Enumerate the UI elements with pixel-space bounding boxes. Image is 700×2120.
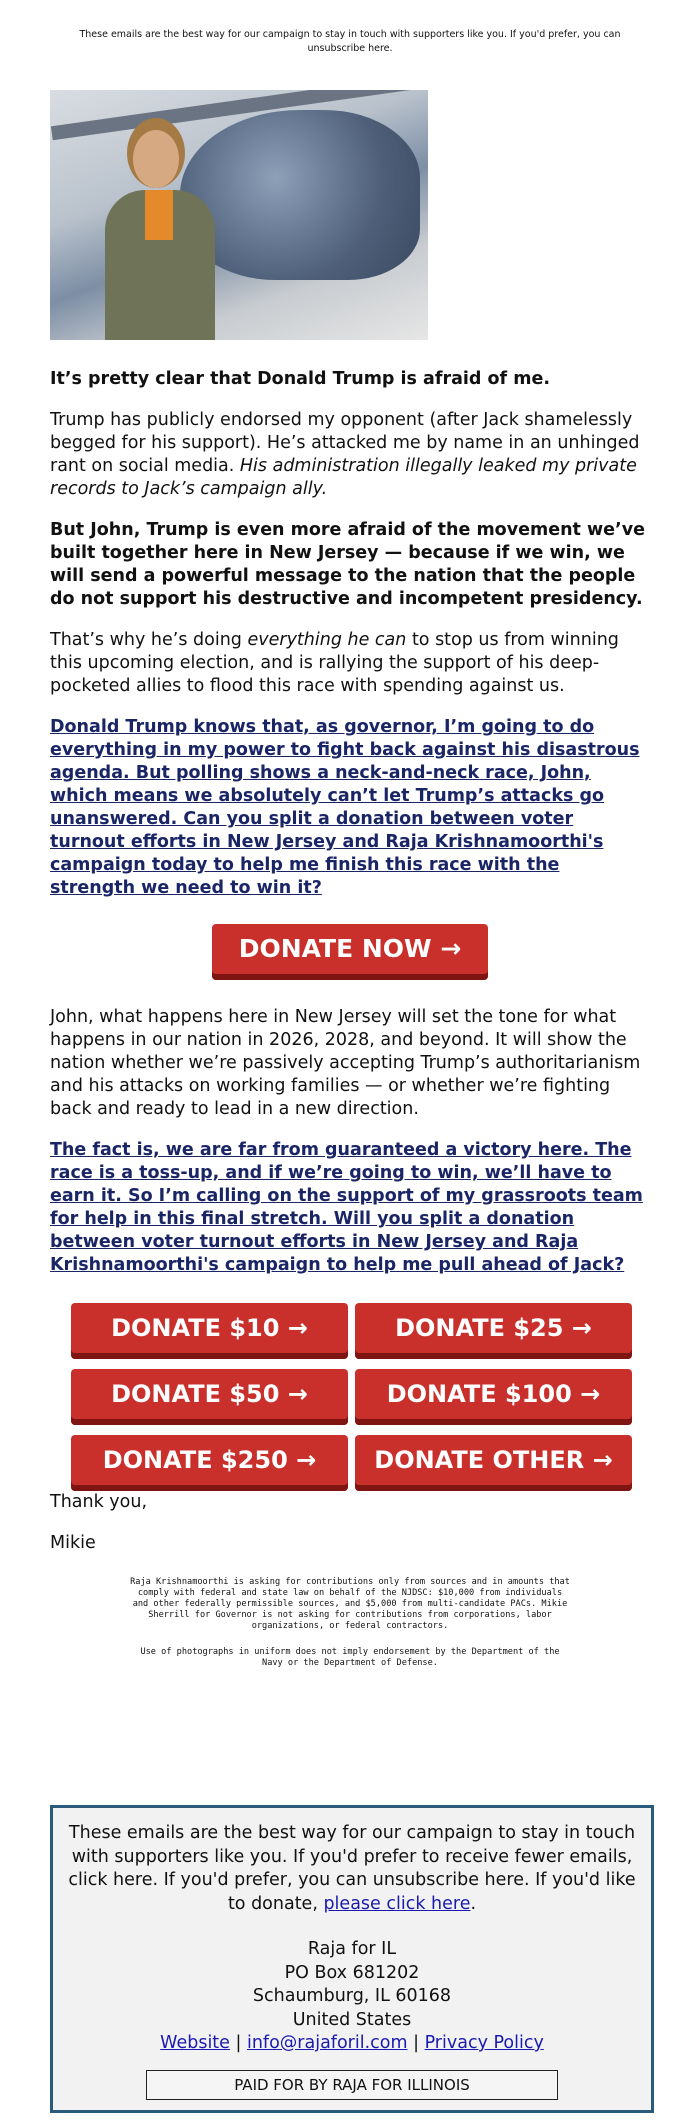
disclaimer-uniform: Use of photographs in uniform does not imply endorsement by the Department of the Navy or the Department of Defense. — [140, 1647, 560, 1668]
link-paragraph-1 — [50, 716, 650, 900]
footer-message — [53, 1808, 651, 1916]
separator: | — [229, 2033, 247, 2053]
donate-25-button[interactable]: DONATE $25 → — [355, 1303, 632, 1359]
p3-text: That’s why he’s doing — [50, 630, 248, 650]
separator: | — [407, 2033, 425, 2053]
privacy-policy-link[interactable]: Privacy Policy — [424, 2033, 544, 2053]
period: . — [470, 1893, 477, 1914]
signature: Mikie — [50, 1533, 96, 1553]
p1-italic: His administration illegally leaked my private records to Jack’s campaign ally. — [50, 456, 637, 499]
paragraph-3 — [50, 629, 650, 698]
donation-appeal-link-1[interactable]: Donald Trump knows that, as governor, I’m going to do everything in my power to fight back against his disastrous agenda. But polling shows a neck-and-neck race, John, which means we absolutely can’t let Trump’s attacks go unanswered. Can you split a donation between voter turnout efforts in New Jersey and Raja Krishnamoorthi's campaign today to help me finish this race with the strength we need to win it? — [50, 717, 640, 898]
city: Schaumburg, IL 60168 — [252, 1986, 452, 2006]
footer-address — [53, 1938, 651, 2056]
donate-100-button[interactable]: DONATE $100 → — [355, 1369, 632, 1425]
email-body — [50, 368, 650, 1555]
donate-other-button[interactable]: DONATE OTHER → — [355, 1435, 632, 1491]
donate-now-button[interactable]: DONATE NOW → — [212, 924, 488, 980]
p1-text: Trump has publicly endorsed my opponent (after Jack shamelessly begged for his support). He’s attacked me by name in an unhinged rant on social media. — [50, 410, 640, 476]
shirt — [145, 190, 173, 240]
disclaimer-contributions: Raja Krishnamoorthi is asking for contributions only from sources and in amounts that comply with federal and state law on behalf of the NJDSC: $10,000 from individuals and other federally permissible sources, and $5,000 from multi-candidate PACs. Mikie Sherrill for Governor is not asking for contributions from corporations, labor organizations, or federal contractors. — [130, 1577, 570, 1631]
donate-50-button[interactable]: DONATE $50 → — [71, 1369, 348, 1425]
org-name: Raja for IL — [307, 1939, 397, 1959]
p3-italic: everything he can — [247, 630, 407, 650]
head — [133, 130, 179, 188]
donate-button-grid — [71, 1303, 650, 1491]
closing: Thank you, — [50, 1492, 148, 1512]
heading: It’s pretty clear that Donald Trump is afraid of me. — [50, 369, 551, 389]
country: United States — [292, 2009, 412, 2030]
disclaimer — [130, 1577, 570, 1669]
paragraph-1 — [50, 409, 650, 501]
p3-text-end: to stop us from winning this upcoming election, and is rallying the support of his deep-pocketed allies to flood this race with spending against us. — [50, 630, 619, 696]
donate-250-button[interactable]: DONATE $250 → — [71, 1435, 348, 1491]
top-unsubscribe-note: These emails are the best way for our campaign to stay in touch with supporters like you. If you'd prefer, you can unsubscribe here. — [79, 29, 621, 54]
person-figure — [105, 120, 215, 340]
donation-appeal-link-2[interactable]: The fact is, we are far from guaranteed a victory here. The race is a toss-up, and if we’re going to win, we’ll have to earn it. So I’m calling on the support of my grassroots team for help in this final stretch. Will you split a donation between voter turnout efforts in New Jersey and Raja Krishnamoorthi's campaign to help me pull ahead of Jack? — [50, 1140, 643, 1275]
paragraph-4: John, what happens here in New Jersey will set the tone for what happens in our nation in 2026, 2028, and beyond. It will show the nation whether we’re passively accepting Trump’s authoritarianism and his attacks on working families — or whether we’re fighting back and ready to lead in a new direction. — [50, 1007, 641, 1119]
helicopter-shape — [180, 110, 420, 280]
footer-donate-link[interactable]: please click here — [323, 1893, 471, 1914]
footer-message-text: These emails are the best way for our campaign to stay in touch with supporters like you. If you'd prefer to receive fewer emails, click here. If you'd prefer, you can unsubscribe here. If you'd like to donate, — [68, 1823, 636, 1914]
po-box: PO Box 681202 — [284, 1962, 420, 1983]
link-paragraph-2 — [50, 1139, 650, 1277]
paid-for-disclaimer: PAID FOR BY RAJA FOR ILLINOIS — [146, 2070, 558, 2100]
hero-photo — [50, 90, 428, 340]
website-link[interactable]: Website — [160, 2033, 230, 2053]
paragraph-2: But John, Trump is even more afraid of the movement we’ve built together here in New Jersey — because if we win, we will send a powerful message to the nation that the people do not support his destructive and incompetent presidency. — [50, 520, 645, 609]
footer — [50, 1805, 654, 2113]
donate-10-button[interactable]: DONATE $10 → — [71, 1303, 348, 1359]
email-link[interactable]: info@rajaforil.com — [246, 2033, 408, 2053]
footer-links — [53, 2032, 651, 2056]
